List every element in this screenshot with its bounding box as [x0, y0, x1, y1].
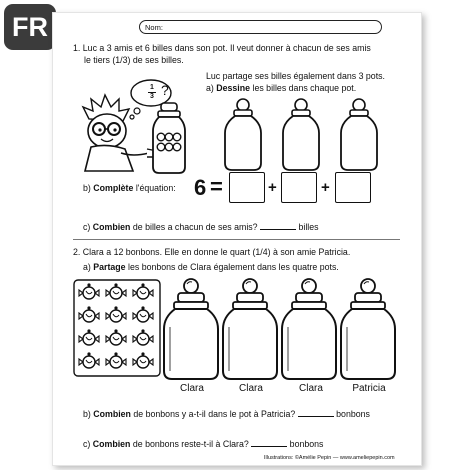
- jar-label-clara-1: Clara: [180, 383, 204, 394]
- q2-part-b-verb: Combien: [93, 409, 131, 419]
- bubble-question-mark: ?: [161, 82, 169, 98]
- equation-box-3[interactable]: [335, 172, 371, 203]
- luc-character-illustration: [77, 79, 197, 179]
- equation-six: 6: [194, 175, 207, 200]
- q1-jar-3: [341, 99, 377, 170]
- q1-part-c-prefix: c): [83, 222, 91, 232]
- q2-jar[interactable]: [341, 279, 395, 379]
- q1-part-b-prefix: b): [83, 183, 91, 193]
- q2-part-c-text: de bonbons reste-t-il à Clara?: [132, 439, 249, 449]
- q1-part-c-text: de billes a chacun de ses amis?: [132, 222, 258, 232]
- q2-part-a-verb: Partage: [93, 262, 126, 272]
- q2-part-c-verb: Combien: [92, 439, 131, 449]
- q2-b-answer-blank[interactable]: [298, 416, 334, 417]
- bubble-fraction-denominator: 3: [150, 93, 154, 100]
- equation-plus-2: +: [321, 179, 330, 196]
- jar-label-patricia: Patricia: [352, 383, 386, 394]
- name-field[interactable]: Nom:: [139, 20, 382, 34]
- q2-part-a-text: les bonbons de Clara également dans les quatre pots.: [128, 262, 339, 272]
- q2-jar[interactable]: [164, 279, 218, 379]
- q1-prompt-line2: le tiers (1/3) de ses billes.: [84, 55, 184, 65]
- equation-box-1[interactable]: [229, 172, 265, 203]
- q1-part-b-text: l'équation:: [135, 183, 176, 193]
- candy-grid: [73, 279, 161, 377]
- q1-part-b: [83, 183, 176, 194]
- q2-jars: [161, 277, 401, 381]
- q2-part-c-prefix: c): [83, 439, 91, 449]
- q1-partage-line: Luc partage ses billes également dans 3 pots.: [206, 71, 385, 81]
- q2-part-c-unit: bonbons: [289, 439, 324, 449]
- q1-part-a-text: les billes dans chaque pot.: [252, 83, 357, 93]
- equation-box-2[interactable]: [281, 172, 317, 203]
- q1-part-a: [206, 83, 356, 94]
- q2-jar[interactable]: [282, 279, 336, 379]
- q1-part-c: [83, 222, 319, 233]
- q2-jar[interactable]: [223, 279, 277, 379]
- q1-part-a-prefix: a): [206, 83, 214, 93]
- jar-label-clara-3: Clara: [299, 383, 323, 394]
- q2-part-b: [83, 409, 370, 420]
- q1-answer-blank[interactable]: [260, 229, 296, 230]
- q2-part-b-prefix: b): [83, 409, 91, 419]
- q1-jar-1: [225, 99, 261, 170]
- q2-prompt: 2. Clara a 12 bonbons. Elle en donne le quart (1/4) à son amie Patricia.: [73, 247, 351, 257]
- equation-plus-1: +: [268, 179, 277, 196]
- q2-part-b-text: de bonbons y a-t-il dans le pot à Patricia?: [133, 409, 296, 419]
- q1-jar-2: [283, 99, 319, 170]
- illustration-credit: Illustrations: ©Amélie Pepin — www.ameliepepin.com: [264, 455, 395, 461]
- q1-part-c-verb: Combien: [92, 222, 131, 232]
- q2-c-answer-blank[interactable]: [251, 446, 287, 447]
- jar-label-clara-2: Clara: [239, 383, 263, 394]
- q2-part-b-unit: bonbons: [336, 409, 370, 419]
- q1-empty-jars: [213, 97, 393, 173]
- q1-part-a-verb: Dessine: [216, 83, 251, 93]
- q1-prompt-line1: 1. Luc a 3 amis et 6 billes dans son pot. Il veut donner à chacun de ses amis: [73, 43, 371, 53]
- bubble-fraction-numerator: 1: [150, 84, 154, 91]
- q2-part-c: [83, 439, 323, 450]
- q1-part-c-unit: billes: [298, 222, 319, 232]
- section-divider: [73, 239, 400, 240]
- q1-part-b-verb: Complète: [93, 183, 134, 193]
- q2-part-a-prefix: a): [83, 262, 91, 272]
- worksheet-page: [52, 12, 422, 466]
- language-badge: FR: [4, 4, 56, 50]
- q2-part-a: [83, 262, 339, 273]
- equation-equals: =: [210, 174, 223, 199]
